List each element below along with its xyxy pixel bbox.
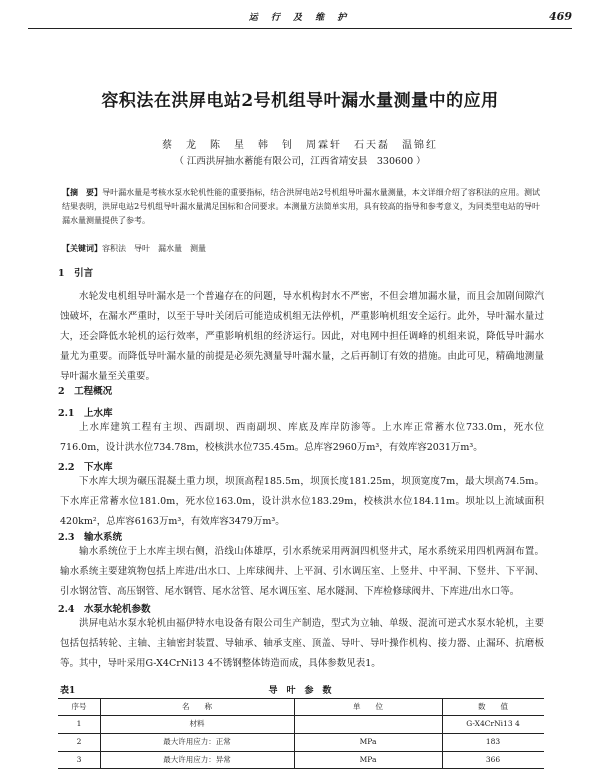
running-header [28, 10, 572, 29]
table-header-cell: 数 值 [478, 702, 508, 711]
table-cell [294, 716, 442, 732]
keywords-label: 【关键词】 [62, 243, 102, 253]
abstract-text: 导叶漏水量是考核水泵水轮机性能的重要指标，结合洪屏电站2号机组导叶漏水量测量，本文详细介绍了容积法的应用。测试结果表明，洪屏电站2号机组导叶漏水量满足国标和合同要求。本测量方法简单实用，具有较高的指导和参考意义，为同类型电站的导叶漏水量测量提供了参考。 [62, 188, 540, 225]
keywords [62, 241, 540, 256]
authors: 蔡 龙 陈 星 韩 钊 周霖轩 石天磊 温锦红 [162, 140, 438, 151]
keywords-text: 容积法 导叶 漏水量 测量 [102, 244, 206, 253]
table-header-cell: 序号 [71, 702, 87, 711]
section-heading-2: 2 工程概况 [58, 386, 113, 397]
table-column-divider [100, 698, 101, 768]
table-cell: MPa [359, 755, 377, 764]
abstract [62, 185, 540, 228]
table-row [58, 752, 544, 768]
table-header-cell: 单 位 [353, 702, 383, 711]
table-cell: 材料 [189, 719, 205, 728]
table-title: 导 叶 参 数 [268, 686, 332, 696]
table-cell: 183 [485, 737, 501, 746]
section-1-text: 水轮发电机组导叶漏水是一个普遍存在的问题，导水机构封水不严密，不但会增加漏水量，而且会加剧间隙汽蚀破坏，在漏水严重时，以至于导叶关闭后可能造成机组无法停机，严重影响机组安全运行。此外，导叶漏水量过大，还会降低水轮机的运行效率，严重影响机组的经济运行。因此，对电网中担任调峰的机组来说，降低导叶漏水量尤为重要。而降低导叶漏水量的前提是必须先测量导叶漏水量，之后再制订有效的措施。由此可见，精确地测量导叶漏水量至关重要。 [60, 291, 544, 382]
table-cell: 366 [485, 755, 501, 764]
section-2-2-text: 下水库大坝为碾压混凝土重力坝，坝顶高程185.5m，坝顶长度181.25m，坝顶宽度7m，最大坝高74.5m。下水库正常蓄水位181.0m，死水位163.0m，设计洪水位183.29m，校核洪水位184.11m。坝址以上流域面积420km²，总库容6163万m³，有效库容3479万m³。 [60, 476, 544, 527]
table-row [58, 734, 544, 750]
affiliation: （ 江西洪屏抽水蓄能有限公司，江西省靖安县 330600 ） [174, 156, 426, 167]
table-column-divider [294, 698, 295, 768]
section-heading-1: 1 引言 [58, 268, 94, 279]
table-cell: 最大许用应力：正常 [163, 737, 231, 746]
section-heading-2-3: 2.3 输水系统 [58, 532, 123, 543]
section-2-3-text: 输水系统位于上水库主坝右侧，沿线山体雄厚，引水系统采用两洞四机竖井式，尾水系统采用四机两洞布置。输水系统主要建筑物包括上库进/出水口、上库球阀井、上平洞、引水调压室、上竖井、中平洞、下竖井、下平洞、引水钢岔管、高压钢管、尾水钢管、尾水岔管、尾水调压室、尾水隧洞、下库检修球阀井、下库进/出水口等。 [60, 546, 544, 597]
page-number: 469 [549, 10, 572, 23]
table-bottom-rule [58, 768, 544, 769]
table-cell: 1 [76, 719, 82, 728]
table-header-cell: 名 称 [182, 702, 212, 711]
abstract-label: 【摘 要】 [62, 187, 103, 197]
section-heading-2-1: 2.1 上水库 [58, 408, 113, 419]
table-cell: 2 [76, 737, 82, 746]
table-number: 表1 [60, 686, 76, 696]
section-2-4-text: 洪屏电站水泵水轮机由福伊特水电设备有限公司生产制造，型式为立轴、单级、混流可逆式水泵水轮机，主要包括包括转轮、主轴、主轴密封装置、导轴承、轴承支座、顶盖、导叶、导叶操作机构、接力器、止漏环、抗磨板等。其中，导叶采用G-X4CrNi13 4不锈钢整体铸造而成，具体参数见表1。 [60, 618, 544, 669]
table-cell: G-X4CrNi13 4 [466, 719, 520, 728]
table-cell: 最大许用应力：异常 [163, 755, 231, 764]
table-cell: 3 [76, 755, 82, 764]
paper-title: 容积法在洪屏电站2号机组导叶漏水量测量中的应用 [101, 91, 499, 111]
section-heading-2-4: 2.4 水泵水轮机参数 [58, 604, 151, 615]
table-header-row [58, 699, 544, 715]
table-column-divider [442, 698, 443, 768]
table-cell: MPa [359, 737, 377, 746]
section-heading-2-2: 2.2 下水库 [58, 462, 113, 473]
table-row [58, 716, 544, 732]
section-2-1-text: 上水库建筑工程有主坝、西副坝、西南副坝、库底及库岸防渗等。上水库正常蓄水位733.0m，死水位716.0m，设计洪水位734.78m，校核洪水位735.45m。总库容2960万m³，有效库容2031万m³。 [60, 422, 544, 453]
journal-section-name: 运 行 及 维 护 [248, 13, 352, 23]
